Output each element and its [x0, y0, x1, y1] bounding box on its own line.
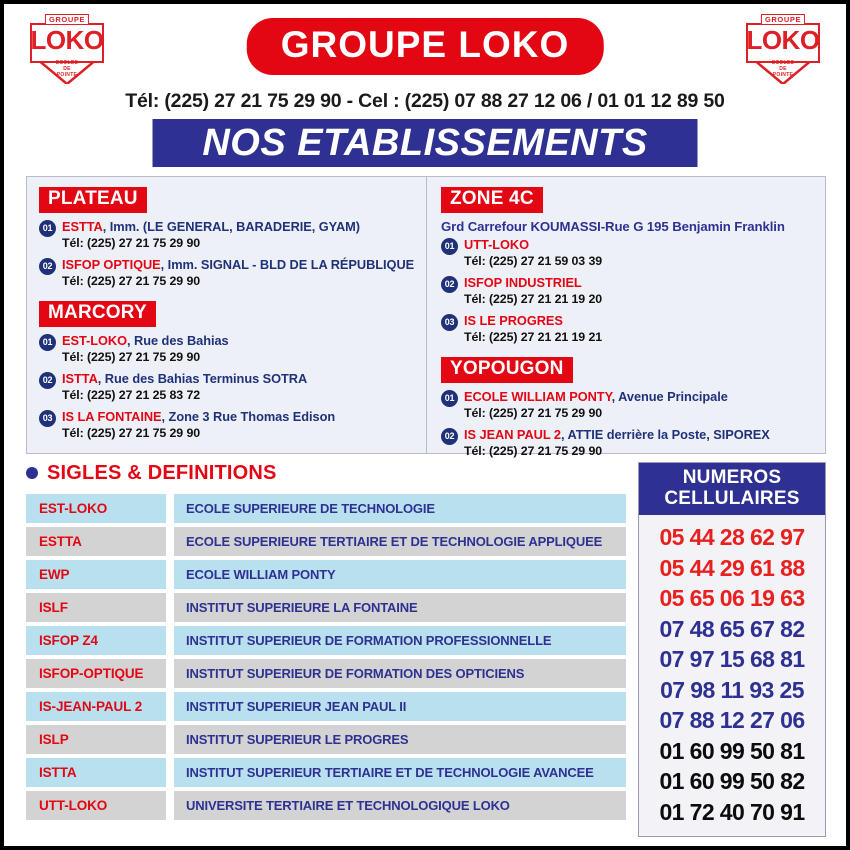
- establishment-entry: [39, 370, 416, 403]
- entry-number-badge: 01: [441, 238, 458, 255]
- establishment-entry: [39, 332, 416, 365]
- entry-name: EST-LOKO: [62, 333, 128, 348]
- entry-name: ECOLE WILLIAM PONTY: [464, 389, 612, 404]
- sigle-definition: ECOLE SUPERIEURE DE TECHNOLOGIE: [174, 494, 626, 523]
- establishment-entry: [39, 408, 416, 441]
- entry-title-line: [464, 426, 815, 443]
- logo-left: [28, 10, 106, 84]
- table-row: [26, 626, 626, 655]
- header: [4, 4, 846, 170]
- logo-groupe-label: GROUPE: [45, 14, 89, 25]
- logo-loko-label: LOKO: [746, 25, 820, 55]
- establishment-entry: [441, 274, 815, 307]
- bullet-icon: [26, 467, 38, 479]
- table-row: [26, 527, 626, 556]
- entry-name: ISTTA: [62, 371, 98, 386]
- table-row: [26, 725, 626, 754]
- sigle-definition: INSTITUT SUPERIEUR JEAN PAUL II: [174, 692, 626, 721]
- establishment-entry: [39, 218, 416, 251]
- sigle-definition: ECOLE WILLIAM PONTY: [174, 560, 626, 589]
- table-row: [26, 494, 626, 523]
- logo-tagline-line3: POINTE: [56, 72, 78, 78]
- sigle-abbreviation: ESTTA: [26, 527, 166, 556]
- cellular-number: 07 48 65 67 82: [659, 615, 805, 642]
- table-row: [26, 560, 626, 589]
- entry-title-line: [62, 408, 416, 425]
- sigle-abbreviation: ISFOP Z4: [26, 626, 166, 655]
- table-row: [26, 758, 626, 787]
- logo-shield: [744, 10, 822, 84]
- cellulaires-title-line2: CELLULAIRES: [664, 488, 800, 509]
- entry-name: IS JEAN PAUL 2: [464, 427, 561, 442]
- entry-address: , Rue des Bahias Terminus SOTRA: [97, 371, 308, 386]
- establishments-panel: [26, 176, 826, 458]
- entry-title-line: [62, 218, 416, 235]
- zone-subtitle: Grd Carrefour KOUMASSI-Rue G 195 Benjamin Franklin: [441, 219, 785, 234]
- entry-address: , Imm. SIGNAL - BLD DE LA RÉPUBLIQUE: [160, 257, 415, 272]
- sigle-definition: INSTITUT SUPERIEUR DE FORMATION PROFESSIONNELLE: [174, 626, 626, 655]
- sigle-abbreviation: IS-JEAN-PAUL 2: [26, 692, 166, 721]
- sigle-abbreviation: UTT-LOKO: [26, 791, 166, 820]
- page-title: NOS ETABLISSEMENTS: [202, 122, 648, 164]
- entry-phone: Tél: (225) 27 21 75 29 90: [62, 426, 201, 440]
- entry-number-badge: 02: [441, 428, 458, 445]
- logo-groupe-label: GROUPE: [761, 14, 805, 25]
- entry-address: , Imm. (LE GENERAL, BARADERIE, GYAM): [102, 219, 360, 234]
- sigles-table: [26, 494, 626, 820]
- cellular-number: 07 98 11 93 25: [660, 676, 804, 703]
- zone-tag: YOPOUGON: [441, 357, 573, 383]
- cellular-number: 05 44 28 62 97: [659, 524, 805, 550]
- logo-tagline-line1: ECOLES: [55, 60, 79, 66]
- entry-number-badge: 01: [39, 220, 56, 237]
- sigles-header: [26, 462, 626, 484]
- page-title-banner: [153, 119, 698, 167]
- sigle-abbreviation: EWP: [26, 560, 166, 589]
- entry-number-badge: 03: [441, 314, 458, 331]
- entry-name: ESTTA: [62, 219, 103, 234]
- entry-title-line: [464, 388, 815, 405]
- entry-phone: Tél: (225) 27 21 25 83 72: [62, 388, 201, 402]
- entry-number-badge: 02: [441, 276, 458, 293]
- entry-phone: Tél: (225) 27 21 75 29 90: [62, 236, 201, 250]
- header-phone-line: Tél: (225) 27 21 75 29 90 - Cel : (225) 07 88 27 12 06 / 01 01 12 89 50: [125, 90, 725, 112]
- sigle-abbreviation: ISLF: [26, 593, 166, 622]
- establishments-column-left: [27, 177, 426, 453]
- sigle-definition: INSTITUT SUPERIEUR TERTIAIRE ET DE TECHNOLOGIE AVANCEE: [174, 758, 626, 787]
- entry-name: ISFOP INDUSTRIEL: [464, 275, 582, 290]
- sigle-definition: UNIVERSITE TERTIAIRE ET TECHNOLOGIQUE LOKO: [174, 791, 626, 820]
- brand-title: GROUPE LOKO: [247, 18, 604, 75]
- cellular-number: 01 60 99 50 82: [659, 768, 805, 794]
- cellular-number: 05 65 06 19 63: [659, 585, 805, 611]
- entry-phone: Tél: (225) 27 21 75 29 90: [464, 406, 603, 420]
- cellulaires-header: [639, 463, 825, 515]
- sigles-section: [26, 462, 626, 824]
- entry-title-line: [464, 236, 815, 253]
- logo-loko-label: LOKO: [30, 25, 104, 55]
- cellulaires-panel: [638, 462, 826, 837]
- entry-phone: Tél: (225) 27 21 75 29 90: [62, 350, 201, 364]
- logo-tagline-line2: DE: [63, 66, 71, 72]
- table-row: [26, 791, 626, 820]
- logo-right: [744, 10, 822, 84]
- table-row: [26, 659, 626, 688]
- entry-number-badge: 01: [441, 390, 458, 407]
- establishment-entry: [441, 426, 815, 459]
- logo-tagline-line3: POINTE: [772, 72, 794, 78]
- logo-tagline-line1: ECOLES: [771, 60, 795, 66]
- entry-title-line: [62, 332, 416, 349]
- cellulaires-title-line1: NUMEROS: [682, 467, 782, 488]
- sigle-definition: INSTITUT SUPERIEUR LE PROGRES: [174, 725, 626, 754]
- entry-phone: Tél: (225) 27 21 75 29 90: [62, 274, 201, 288]
- entry-address: , Zone 3 Rue Thomas Edison: [161, 409, 336, 424]
- entry-phone: Tél: (225) 27 21 21 19 20: [464, 292, 603, 306]
- sigle-abbreviation: ISLP: [26, 725, 166, 754]
- zone-tag: ZONE 4C: [441, 187, 543, 213]
- entry-address: , Rue des Bahias: [127, 333, 229, 348]
- sigle-definition: ECOLE SUPERIEURE TERTIAIRE ET DE TECHNOLOGIE APPLIQUEE: [174, 527, 626, 556]
- entry-name: ISFOP OPTIQUE: [62, 257, 161, 272]
- entry-title-line: [464, 312, 815, 329]
- entry-title-line: [464, 274, 815, 291]
- entry-phone: Tél: (225) 27 21 75 29 90: [464, 444, 603, 458]
- logo-tagline: [744, 60, 822, 78]
- zone-tag: PLATEAU: [39, 187, 147, 213]
- cellular-number: 05 44 29 61 88: [659, 554, 805, 581]
- cellulaires-list: [639, 515, 825, 827]
- entry-title-line: [62, 370, 416, 387]
- establishment-entry: [441, 312, 815, 345]
- entry-phone: Tél: (225) 27 21 21 19 21: [464, 330, 603, 344]
- establishment-entry: [441, 236, 815, 269]
- logo-shield: [28, 10, 106, 84]
- entry-address: , Avenue Principale: [611, 389, 728, 404]
- sigle-abbreviation: ISTTA: [26, 758, 166, 787]
- establishment-entry: [39, 256, 416, 289]
- entry-number-badge: 02: [39, 258, 56, 275]
- entry-phone: Tél: (225) 27 21 59 03 39: [464, 254, 603, 268]
- establishment-entry: [441, 388, 815, 421]
- sigle-abbreviation: EST-LOKO: [26, 494, 166, 523]
- entry-name: IS LA FONTAINE: [62, 409, 162, 424]
- sigle-abbreviation: ISFOP-OPTIQUE: [26, 659, 166, 688]
- sigle-definition: INSTITUT SUPERIEUR DE FORMATION DES OPTICIENS: [174, 659, 626, 688]
- entry-title-line: [62, 256, 416, 273]
- table-row: [26, 593, 626, 622]
- entry-name: UTT-LOKO: [464, 237, 529, 252]
- cellular-number: 07 97 15 68 81: [659, 646, 805, 672]
- cellular-number: 01 60 99 50 81: [659, 737, 805, 764]
- entry-number-badge: 01: [39, 334, 56, 351]
- entry-number-badge: 02: [39, 372, 56, 389]
- sigles-title: SIGLES & DEFINITIONS: [47, 462, 277, 484]
- logo-tagline-line2: DE: [779, 66, 787, 72]
- table-row: [26, 692, 626, 721]
- entry-name: IS LE PROGRES: [464, 313, 563, 328]
- logo-tagline: [28, 60, 106, 78]
- entry-number-badge: 03: [39, 410, 56, 427]
- cellular-number: 07 88 12 27 06: [659, 707, 805, 733]
- zone-tag: MARCORY: [39, 301, 156, 327]
- establishments-column-right: [426, 177, 825, 458]
- sigle-definition: INSTITUT SUPERIEURE LA FONTAINE: [174, 593, 626, 622]
- entry-address: , ATTIE derrière la Poste, SIPOREX: [560, 427, 770, 442]
- cellular-number: 01 72 40 70 91: [659, 798, 805, 825]
